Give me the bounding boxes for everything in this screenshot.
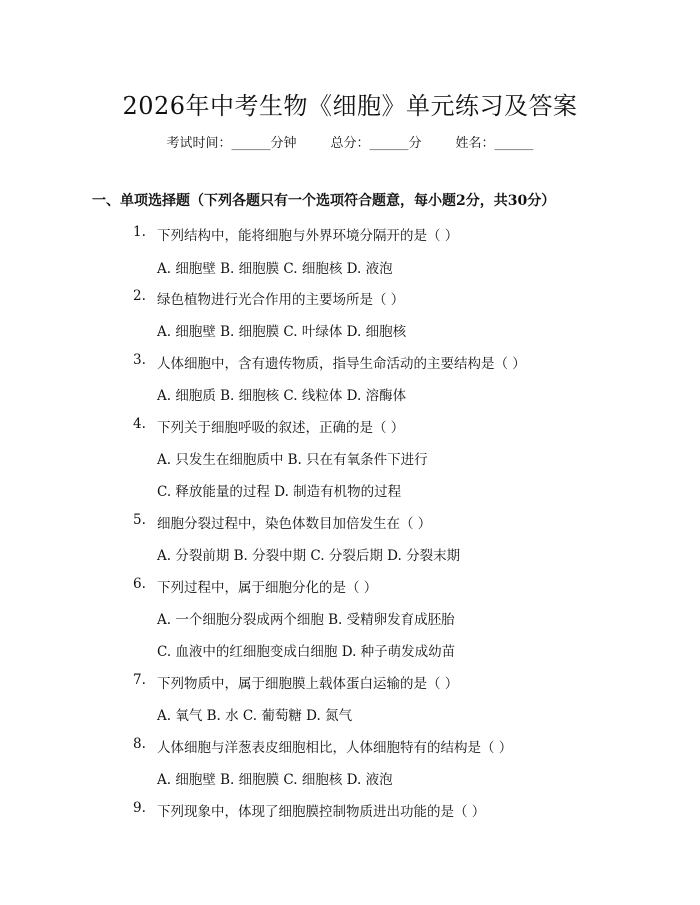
total-score-field: 总分：______分 [330, 136, 422, 151]
question-stem: 人体细胞与洋葱表皮细胞相比，人体细胞特有的结构是（ ） [157, 740, 513, 756]
question-stem: 下列关于细胞呼吸的叙述，正确的是（ ） [157, 420, 405, 436]
exam-time-field: 考试时间：______分钟 [166, 136, 297, 151]
answer-options: C. 释放能量的过程 D. 制造有机物的过程 [157, 484, 402, 500]
question-number: 9. [133, 800, 146, 816]
question-stem: 下列现象中，体现了细胞膜控制物质进出功能的是（ ） [157, 804, 486, 820]
question-stem: 下列结构中，能将细胞与外界环境分隔开的是（ ） [157, 228, 459, 244]
answer-options: C. 血液中的红细胞变成白细胞 D. 种子萌发成幼苗 [157, 644, 456, 660]
question-number: 5. [133, 512, 146, 528]
question-stem: 人体细胞中，含有遗传物质，指导生命活动的主要结构是（ ） [157, 356, 526, 372]
answer-options: A. 一个细胞分裂成两个细胞 B. 受精卵发育成胚胎 [157, 612, 455, 628]
answer-options: A. 细胞质 B. 细胞核 C. 线粒体 D. 溶酶体 [157, 388, 407, 404]
question-stem: 绿色植物进行光合作用的主要场所是（ ） [157, 292, 405, 308]
question-number: 8. [133, 736, 146, 752]
answer-options: A. 细胞壁 B. 细胞膜 C. 叶绿体 D. 细胞核 [157, 324, 407, 340]
question-number: 6. [133, 576, 146, 592]
exam-info-line [0, 132, 700, 151]
question-number: 3. [133, 352, 146, 368]
page-title: 2026年中考生物《细胞》单元练习及答案 [122, 92, 578, 120]
question-number: 2. [133, 288, 146, 304]
question-number: 1. [133, 224, 146, 240]
answer-options: A. 细胞壁 B. 细胞膜 C. 细胞核 D. 液泡 [157, 261, 393, 277]
question-stem: 下列过程中，属于细胞分化的是（ ） [157, 580, 378, 596]
question-stem: 下列物质中，属于细胞膜上载体蛋白运输的是（ ） [157, 676, 459, 692]
question-stem: 细胞分裂过程中，染色体数目加倍发生在（ ） [157, 516, 432, 532]
answer-options: A. 氧气 B. 水 C. 葡萄糖 D. 氮气 [157, 708, 353, 724]
answer-options: A. 只发生在细胞质中 B. 只在有氧条件下进行 [157, 452, 428, 468]
student-name-field: 姓名：______ [455, 136, 534, 151]
section-heading: 一、单项选择题（下列各题只有一个选项符合题意，每小题2分，共30分） [92, 193, 556, 209]
answer-options: A. 细胞壁 B. 细胞膜 C. 细胞核 D. 液泡 [157, 772, 393, 788]
answer-options: A. 分裂前期 B. 分裂中期 C. 分裂后期 D. 分裂末期 [157, 548, 461, 564]
question-number: 4. [133, 416, 146, 432]
question-number: 7. [133, 672, 146, 688]
